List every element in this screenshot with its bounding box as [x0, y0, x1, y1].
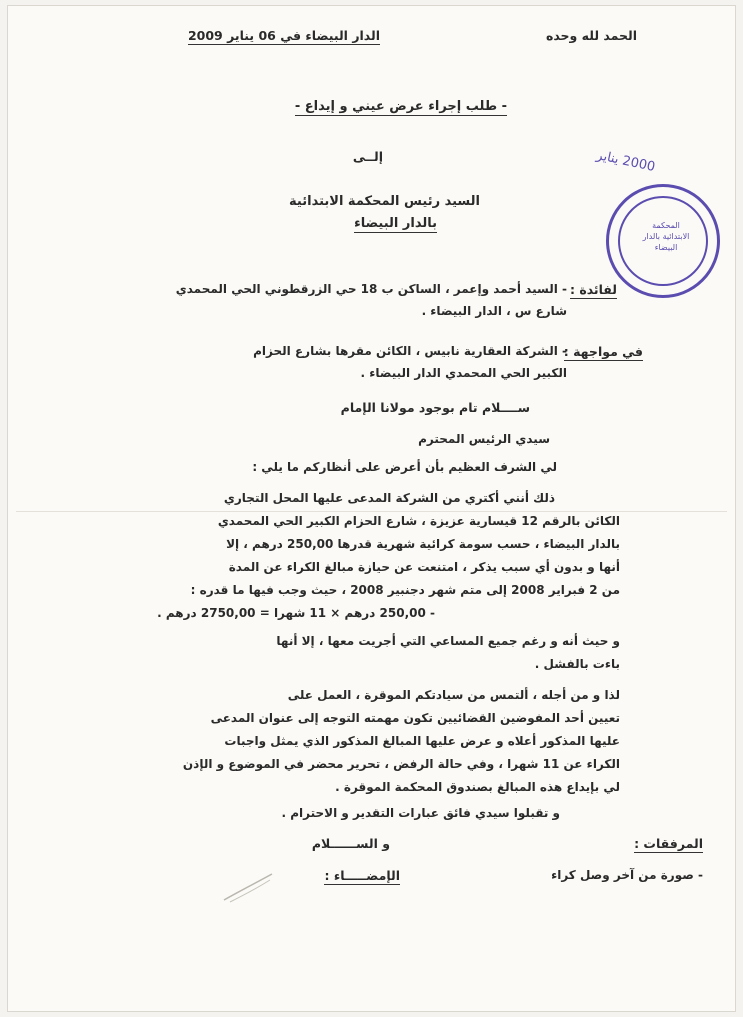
para3-line-5: لي بإيداع هذه المبالغ بصندوق المحكمة الموقرة .	[335, 780, 620, 794]
para1-line-5: من 2 فبراير 2008 إلى متم شهر دجنبير 2008 ، حيث وجب فيها ما قدره :	[190, 583, 620, 597]
attachment-item: - صورة من آخر وصل كراء	[551, 868, 703, 882]
stamp-inner-ring	[618, 196, 708, 286]
addressee-line-1: السيد رئيس المحكمة الابتدائية	[289, 194, 480, 209]
attachments-label: المرفقات :	[634, 836, 703, 851]
court-stamp	[606, 184, 720, 298]
para1-line-6: - 250,00 درهم × 11 شهرا = 2750,00 درهم .	[157, 606, 435, 620]
signature-label: الإمضـــــاء :	[324, 868, 400, 883]
greeting: ســــلام تام بوجود مولانا الإمام	[340, 400, 530, 415]
para3-line-1: لذا و من أجله ، ألتمس من سيادتكم الموقرة ، العمل على	[287, 688, 620, 702]
city-date: الدار البيضاء في 06 يناير 2009	[187, 28, 380, 43]
pencil-mark	[220, 868, 280, 908]
para2-line-2: باءت بالفشل .	[534, 657, 620, 671]
page-fold-line	[16, 511, 727, 512]
para3-line-3: عليها المذكور أعلاه و عرض عليها المبالغ المذكور الذي يمثل واجبات	[224, 734, 620, 748]
stamp-date: 2000 يناير	[595, 147, 657, 176]
document-page	[8, 6, 735, 1011]
opponent-line-1: - الشركة العقارية نابيس ، الكائن مقرها بشارع الحزام	[253, 344, 567, 358]
beneficiary-line-1: - السيد أحمد وإعمر ، الساكن ب 18 حي الزرقطوني الحي المحمدي	[175, 282, 567, 296]
opponent-line-2: الكبير الحي المحمدي الدار البيضاء .	[360, 366, 567, 380]
salam: و الســــــلام	[311, 836, 390, 851]
addressee-line-2: بالدار البيضاء	[354, 216, 437, 231]
to-label: إلــى	[352, 149, 383, 164]
opponent-label: في مواجهة :	[563, 344, 643, 359]
salutation: سيدي الرئيس المحترم	[418, 432, 550, 446]
para2-line-1: و حيث أنه و رغم جميع المساعي التي أجريت معها ، إلا أنها	[276, 634, 620, 648]
document-title: - طلب إجراء عرض عيني و إيداع -	[294, 99, 507, 114]
para1-line-2: الكائن بالرقم 12 قيسارية عزيزة ، شارع الحزام الكبير الحي المحمدي	[217, 514, 620, 528]
para1-line-4: أنها و بدون أي سبب يذكر ، امتنعت عن حيازة مبالغ الكراء عن المدة	[228, 560, 620, 574]
closing: و تقبلوا سيدي فائق عبارات التقدير و الاحترام .	[281, 806, 560, 820]
intro: لي الشرف العظيم بأن أعرض على أنظاركم ما يلي :	[252, 460, 557, 474]
para1-line-1: ذلك أنني أكتري من الشركة المدعى عليها المحل التجاري	[223, 491, 555, 505]
para1-line-3: بالدار البيضاء ، حسب سومة كرائية شهرية قدرها 250,00 درهم ، إلا	[226, 537, 620, 551]
basmala: الحمد لله وحده	[545, 28, 637, 43]
beneficiary-line-2: شارع س ، الدار البيضاء .	[421, 304, 567, 318]
para3-line-2: تعيين أحد المفوضين القضائيين تكون مهمته التوجه إلى عنوان المدعى	[210, 711, 620, 725]
beneficiary-label: لفائدة :	[569, 282, 617, 297]
para3-line-4: الكراء عن 11 شهرا ، وفي حالة الرفض ، تحرير محضر في الموضوع و الإذن	[182, 757, 620, 771]
stamp-text: المحكمة الابتدائية بالدار البيضاء	[642, 221, 690, 252]
